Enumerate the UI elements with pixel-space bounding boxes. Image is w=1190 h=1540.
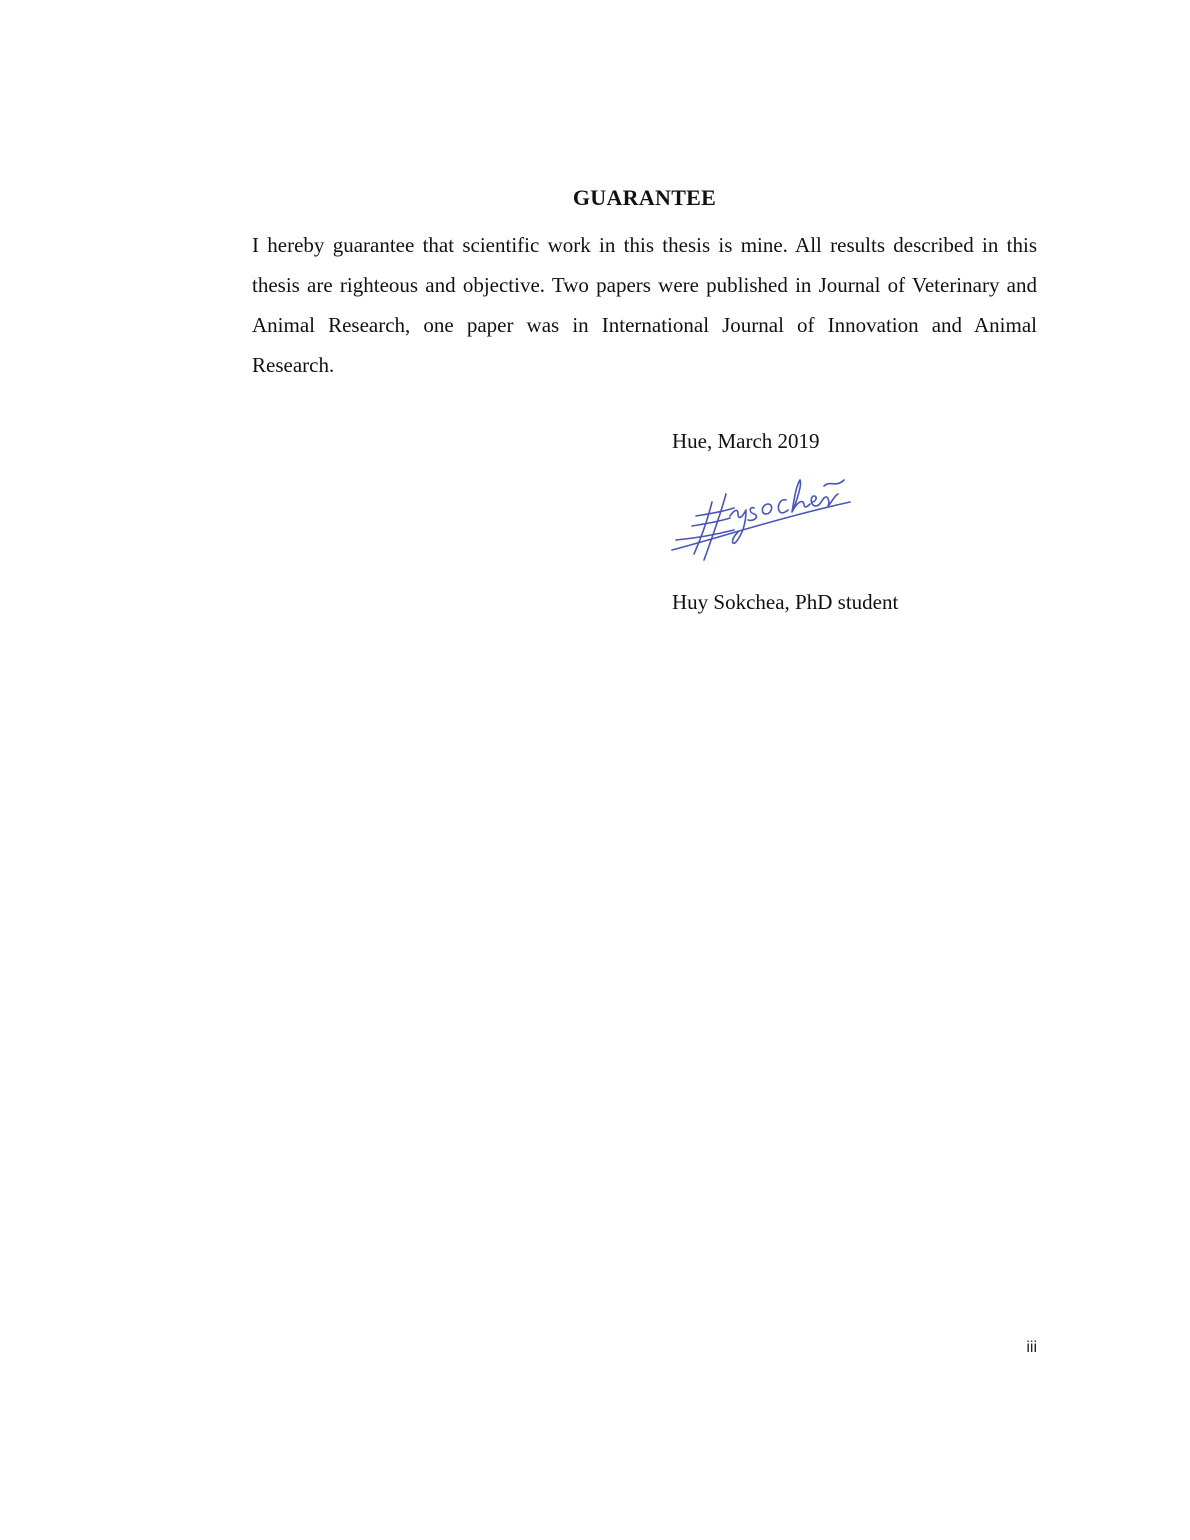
page-number: iii	[1026, 1339, 1037, 1356]
signature-icon	[668, 468, 858, 568]
guarantee-statement: I hereby guarantee that scientific work in this thesis is mine. All results described in this thesis are righteous and objective. Two papers were published in Journal of Veterinary and Animal Research, one paper was in International Journal of Innovation and Animal Research.	[252, 233, 1037, 377]
page-title: GUARANTEE	[572, 185, 717, 210]
signer-name: Huy Sokchea, PhD student	[672, 590, 899, 614]
place-date: Hue, March 2019	[672, 429, 820, 453]
